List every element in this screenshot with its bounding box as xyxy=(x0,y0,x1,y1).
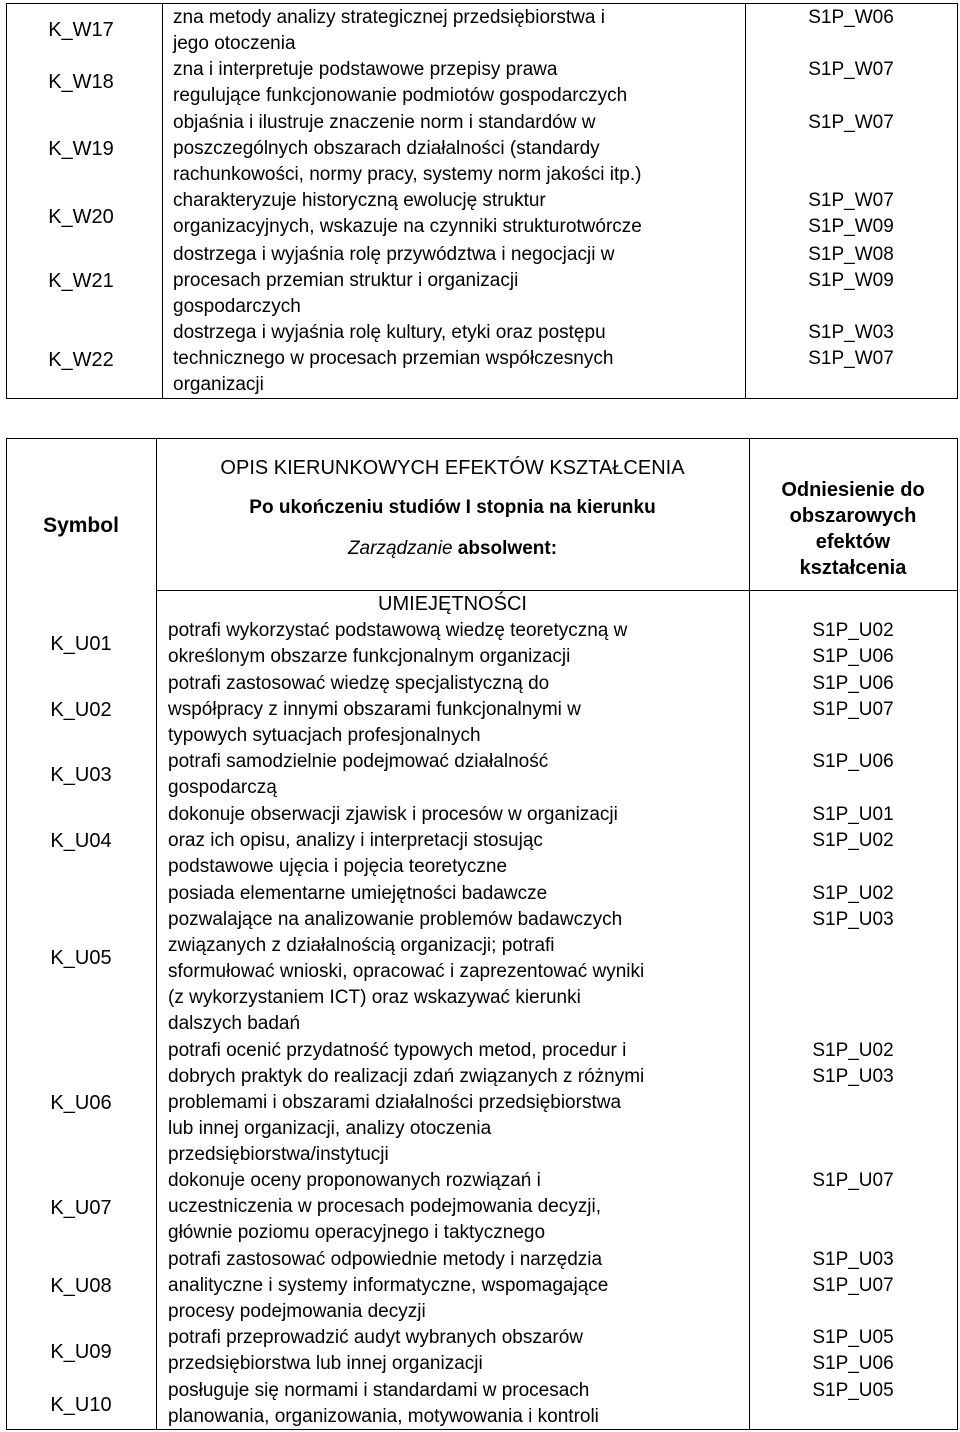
symbol-cell: K_W22 xyxy=(48,349,114,371)
reference-cell: S1P_U07 xyxy=(812,1170,894,1191)
symbol-cell: K_W19 xyxy=(48,138,114,160)
description-cell: potrafi przeprowadzić audyt wybranych obszarów przedsiębiorstwa lub innej organizacji xyxy=(168,1327,584,1374)
reference-cell: S1P_U02 S1P_U03 xyxy=(812,1040,894,1087)
reference-cell: S1P_W07 xyxy=(808,112,894,133)
reference-cell: S1P_U06 xyxy=(812,751,894,772)
reference-cell: S1P_W08 S1P_W09 xyxy=(808,244,894,291)
symbol-cell: K_U04 xyxy=(50,830,112,852)
symbol-cell: K_W20 xyxy=(48,206,114,228)
column-divider xyxy=(156,439,157,1429)
symbol-cell: K_U02 xyxy=(50,699,112,721)
symbol-cell: K_U07 xyxy=(50,1197,112,1219)
column-header-title: OPIS KIERUNKOWYCH EFEKTÓW KSZTAŁCENIA xyxy=(220,457,685,479)
field-name: Zarządzanie xyxy=(347,538,453,559)
description-cell: potrafi zastosować odpowiednie metody i narzędzia analityczne i systemy informatyczne, wspomagające procesy podejmowania decyzji xyxy=(168,1249,609,1322)
description-cell: potrafi wykorzystać podstawową wiedzę teoretyczną w określonym obszarze funkcjonalnym organizacji xyxy=(168,620,628,667)
description-cell: dokonuje oceny proponowanych rozwiązań i uczestniczenia w procesach podejmowania decyzji, głównie poziomu operacyjnego i taktycznego xyxy=(168,1170,602,1243)
column-header-subtitle: Po ukończeniu studiów I stopnia na kierunku xyxy=(249,497,656,518)
symbol-cell: K_W18 xyxy=(48,71,114,93)
reference-cell: S1P_U05 xyxy=(812,1380,894,1401)
description-cell: posługuje się normami i standardami w procesach planowania, organizowania, motywowania i kontroli xyxy=(168,1380,599,1427)
symbol-cell: K_W21 xyxy=(48,270,114,292)
column-header-field xyxy=(156,536,749,562)
symbol-cell: K_U09 xyxy=(50,1341,112,1363)
symbol-cell: K_U01 xyxy=(50,633,112,655)
reference-cell: S1P_W06 xyxy=(808,7,894,28)
description-cell: posiada elementarne umiejętności badawcze pozwalające na analizowanie problemów badawczych związanych z działalnością organizacji; potrafi sformułować wnioski, opracować i zaprezentować wyniki (z wykorzystaniem ICT) oraz wskazywać kierunki dalszych badań xyxy=(168,883,645,1034)
reference-cell: S1P_U06 S1P_U07 xyxy=(812,673,894,720)
reference-cell: S1P_W07 S1P_W09 xyxy=(808,190,894,237)
description-cell: dostrzega i wyjaśnia rolę kultury, etyki oraz postępu technicznego w procesach przemian współczesnych organizacji xyxy=(173,322,614,395)
description-cell: dostrzega i wyjaśnia rolę przywództwa i negocjacji w procesach przemian struktur i organizacji gospodarczych xyxy=(173,244,615,317)
section-heading: UMIEJĘTNOŚCI xyxy=(378,593,527,615)
description-cell: potrafi ocenić przydatność typowych metod, procedur i dobrych praktyk do realizacji zdań związanych z różnymi problemami i obszarami działalności przedsiębiorstwa lub innej organizacji, analizy otoczenia przedsiębiorstwa/instytucji xyxy=(168,1040,645,1165)
description-cell: charakteryzuje historyczną ewolucję struktur organizacyjnych, wskazuje na czynniki strukturotwórcze xyxy=(173,190,642,237)
description-cell: zna metody analizy strategicznej przedsiębiorstwa i jego otoczenia xyxy=(173,7,605,54)
description-cell: dokonuje obserwacji zjawisk i procesów w organizacji oraz ich opisu, analizy i interpretacji stosując podstawowe ujęcia i pojęcia teoretyczne xyxy=(168,804,618,877)
description-cell: zna i interpretuje podstawowe przepisy prawa regulujące funkcjonowanie podmiotów gospodarczych xyxy=(173,59,628,106)
symbol-cell: K_U08 xyxy=(50,1275,112,1297)
symbol-cell: K_U03 xyxy=(50,764,112,786)
reference-cell: S1P_W03 S1P_W07 xyxy=(808,322,894,369)
symbol-cell: K_U10 xyxy=(50,1394,112,1416)
reference-cell: S1P_U01 S1P_U02 xyxy=(812,804,894,851)
symbol-cell: K_U06 xyxy=(50,1092,112,1114)
column-header-reference: Odniesienie do obszarowych efektów kształcenia xyxy=(781,479,925,579)
description-cell: potrafi samodzielnie podejmować działalność gospodarczą xyxy=(168,751,549,798)
reference-cell: S1P_U05 S1P_U06 xyxy=(812,1327,894,1374)
symbol-cell: K_W17 xyxy=(48,19,114,41)
symbol-cell: K_U05 xyxy=(50,947,112,969)
reference-cell: S1P_U02 S1P_U03 xyxy=(812,883,894,930)
field-suffix: absolwent: xyxy=(452,538,558,559)
column-divider xyxy=(162,4,163,398)
column-header-symbol: Symbol xyxy=(43,514,119,537)
reference-cell: S1P_U03 S1P_U07 xyxy=(812,1249,894,1296)
reference-cell: S1P_U02 S1P_U06 xyxy=(812,620,894,667)
description-cell: objaśnia i ilustruje znaczenie norm i standardów w poszczególnych obszarach działalności (standardy rachunkowości, normy pracy, systemy norm jakości itp.) xyxy=(173,112,642,185)
description-cell: potrafi zastosować wiedzę specjalistyczną do współpracy z innymi obszarami funkcjonalnymi w typowych sytuacjach profesjonalnych xyxy=(168,673,581,746)
reference-cell: S1P_W07 xyxy=(808,59,894,80)
